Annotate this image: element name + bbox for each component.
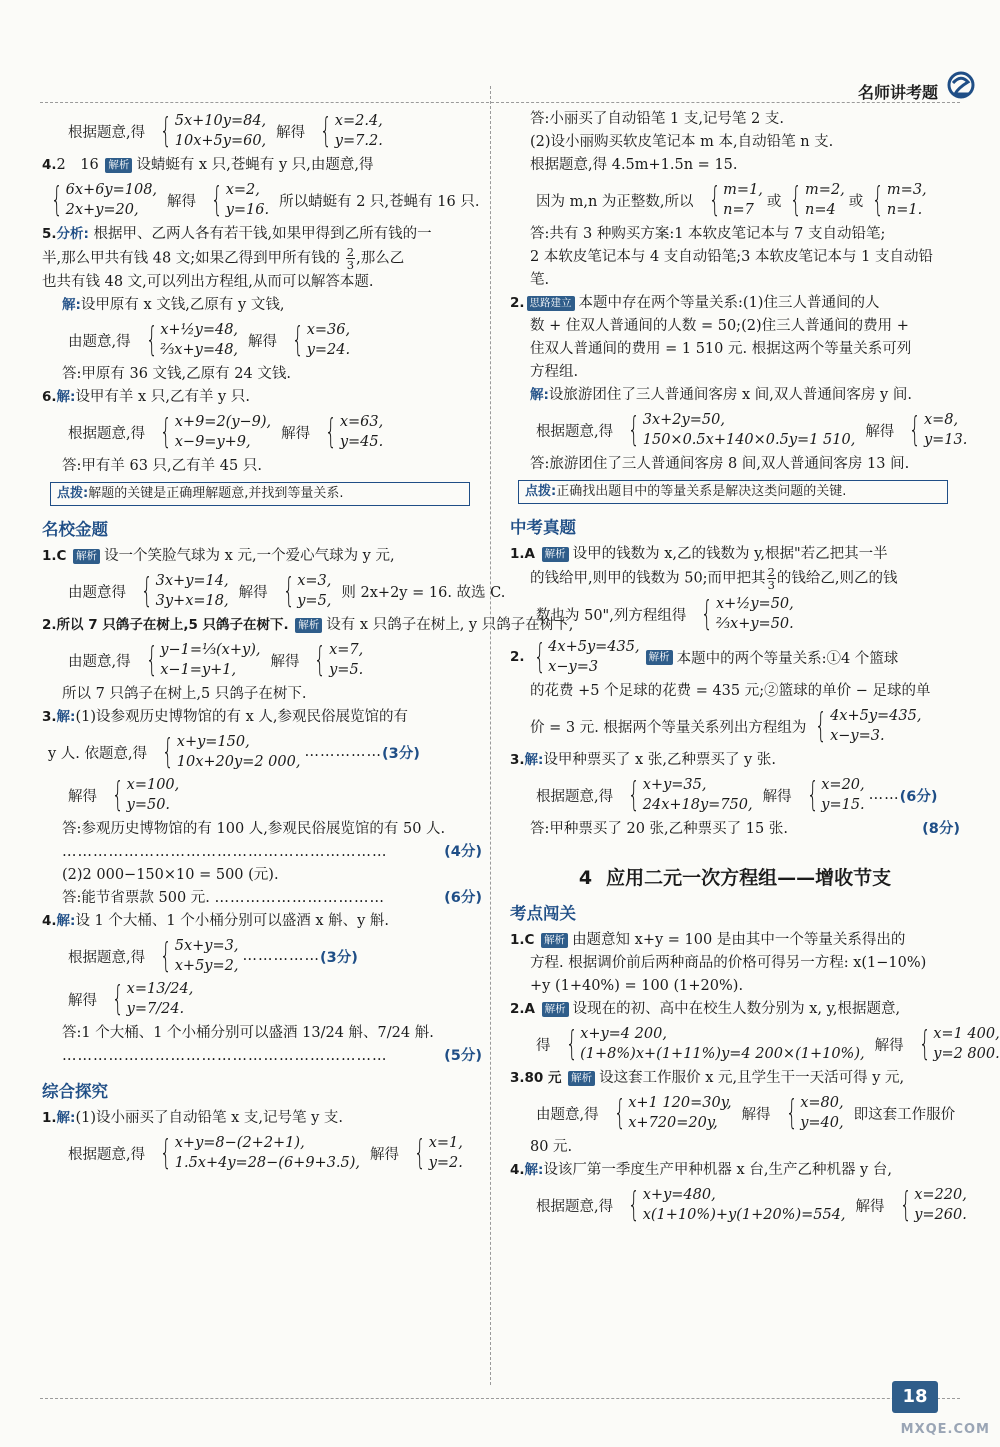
problem-4: 4.2 16 解析 设蜻蜓有 x 只,苍蝇有 y 只,由题意,得 { 6x+6y=108, 2x+y=20, 解得 { x=2, y=16. 所以蜻蜓有 2 只,苍蝇有 16 只. xyxy=(42,154,482,220)
analysis-tag: 解析 xyxy=(295,618,322,633)
problem-z1: 1.解:(1)设小丽买了自动铅笔 x 支,记号笔 y 支. 根据题意,得 { x+y=8−(2+2+1), 1.5x+4y=28−(6+9+3.5), 解得 { x=1, y=2. xyxy=(42,1107,482,1173)
watermark: MXQE.COM xyxy=(900,1422,990,1437)
problem-5: 5.分析: 根据甲、乙两人各有若干钱,如果甲得到乙所有钱的一 半,那么甲共有钱 48 文;如果乙得到甲所有钱的 $\frac{2}{3}$ ,那么乙 也共有钱 48 文,可以列出方程组,从而可以解答本题. 解:设甲原有 x 文钱,乙原有 y 文钱, 由题意,得 { x+½y=48, ⅔x+y=48, 解得 { x=36, y=24. 答:甲原有 36 文钱,乙原有 24 文钱. xyxy=(42,223,482,386)
equation-row: 解得 { x=13/24, y=7/24. xyxy=(68,979,194,1019)
equation-system: { 3x+y=14, 3y+x=18, xyxy=(140,571,229,611)
solution-system: { x=63, y=45. xyxy=(325,412,384,452)
solution-system: { x=8, y=13. xyxy=(909,410,968,450)
solution-system: { x=1 400, y=2 800. xyxy=(918,1024,1000,1064)
equation-system: { 5x+10y=84, 10x+5y=60, xyxy=(159,111,267,151)
equation-system: { 6x+6y=108, 2x+y=20, xyxy=(50,180,158,220)
equation-row: 数也为 50",列方程组得 { x+½y=50, ⅔x+y=50. xyxy=(536,594,794,634)
problem-z2: 2. 思路建立 本题中存在两个等量关系:(1)住三人普通间的人 数 + 住双人普通间的人数 = 50;(2)住三人普通间的费用 + 住双人普通间的费用 = 1 510 元. 根据这两个等量关系可列 方程组. 解:设旅游团住了三人普通间客房 x 间,双人普通间客房 y 间. 根据题意,得 { 3x+2y=50, 150×0.5x+140×0.5y=1 510, 解得 { x=8, y=13. 答:旅游团住了三人普通间客房 8 间,双人普通间客房 13 间. xyxy=(510,295,968,472)
solution-system: { x=3, y=5, xyxy=(282,571,332,611)
equation-row: 根据题意,得 { 5x+y=3, x+5y=2, …………… (3分) xyxy=(68,936,358,976)
analysis-tag: 解析 xyxy=(568,1071,595,1086)
equation-system: { x+y=150, 10x+20y=2 000, xyxy=(162,732,301,772)
equation-row: { 6x+6y=108, 2x+y=20, 解得 { x=2, y=16. 所以蜻蜓有 2 只,苍蝇有 16 只. xyxy=(42,180,482,220)
column-divider xyxy=(490,86,491,1385)
equation-row: y 人. 依题意,得 { x+y=150, 10x+20y=2 000, …………… (3分) xyxy=(48,732,420,772)
equation-system: { 4x+5y=435, x−y=3. xyxy=(815,706,922,746)
problem-c2: 2.A 解析 设现在的初、高中在校生人数分别为 x, y,根据题意, 得 { x+y=4 200, (1+8%)x+(1+11%)y=4 200×(1+10%), 解得 { x=1 400, y=2 800. xyxy=(510,1001,1000,1064)
problem-m3: 3.解:(1)设参观历史博物馆的有 x 人,参观民俗展览馆的有 y 人. 依题意,得 { x+y=150, 10x+20y=2 000, …………… (3分) 解得 { x=100, y=50. 答:参观历史博物馆的有 100 人,参观民俗展览馆的有 50 人. ……………………………………………………… (4分) (2)2 000−150×10 = 500 (元). 答:能节省票款 500 元. …………………………… (6分) xyxy=(42,706,482,910)
bottom-rule xyxy=(40,1398,960,1399)
section-title: 名校金题 xyxy=(42,520,108,539)
analysis-tag: 解析 xyxy=(73,549,100,564)
equation-system: { x+½y=50, ⅔x+y=50. xyxy=(701,594,794,634)
problem-m2: 2.所以 7 只鸽子在树上,5 只鸽子在树下. 解析 设有 x 只鸽子在树上, y 只鸽子在树下, 由题意,得 { y−1=⅓(x+y), x−1=y+1, 解得 { x=7, y=5. 所以 7 只鸽子在树上,5 只鸽子在树下. xyxy=(42,617,574,702)
problem-z1-continued: 答:小丽买了自动铅笔 1 支,记号笔 2 支. (2)设小丽购买软皮笔记本 m 本,自动铅笔 n 支. 根据题意,得 4.5m+1.5n = 15. 因为 m,n 为正整数,所以 { m=1, n=7 或 { m=2, n=4 或 { m=3, n=1. 答:共有 3 种购买方案:1 本软皮笔记本与 7 支自动铅笔; 2 本软皮笔记本与 4 支自动铅笔;3 本软皮笔记本与 1 支自动铅 笔. xyxy=(510,108,960,292)
brand-title: 名师讲考题 xyxy=(857,83,938,102)
equation-system: { x+y=8−(2+2+1), 1.5x+4y=28−(6+9+3.5), xyxy=(159,1133,361,1173)
solution-system: { x=1, y=2. xyxy=(413,1133,463,1173)
equation-row: 因为 m,n 为正整数,所以 { m=1, n=7 或 { m=2, n=4 或 { m=3, n=1. xyxy=(536,180,927,220)
equation-system: { 4x+5y=435, x−y=3 xyxy=(533,637,640,677)
equation-row: 根据题意,得 { x+y=35, 24x+18y=750, 解得 { x=20, y=15. …… (6分) xyxy=(536,775,938,815)
problem-c3: 3.80 元 解析 设这套工作服价 x 元,且学生干一天活可得 y 元, 由题意,得 { x+1 120=30y, x+720=20y, 解得 { x=80, y=40, 即这套工作服价 80 元. xyxy=(510,1067,960,1159)
equation-row: 由题意,得 { x+1 120=30y, x+720=20y, 解得 { x=80, y=40, 即这套工作服价 xyxy=(536,1093,956,1133)
score-label: (6分) xyxy=(444,890,482,906)
problem-c1: 1.C 解析 由题意知 x+y = 100 是由其中一个等量关系得出的 方程. 根据调价前后两种商品的价格可得另一方程: x(1−10%) +y (1+40%) = 100 (1+20%). xyxy=(510,932,927,994)
solution-system: { m=3, n=1. xyxy=(872,180,927,220)
score-label: (3分) xyxy=(319,949,358,966)
problem-k3: 3.解:设甲种票买了 x 张,乙种票买了 y 张. 根据题意,得 { x+y=35, 24x+18y=750, 解得 { x=20, y=15. …… (6分) 答:甲种票买了 20 张,乙种票买了 15 张. (8分) xyxy=(510,749,960,841)
tip-box: 点拨:解题的关键是正确理解题意,并找到等量关系. xyxy=(50,482,470,506)
solution-system: { x=20, y=15. xyxy=(806,775,865,815)
problem-m4: 4.解:设 1 个大桶、1 个小桶分别可以盛酒 x 斛、y 斛. 根据题意,得 { 5x+y=3, x+5y=2, …………… (3分) 解得 { x=13/24, y=7/24. 答:1 个大桶、1 个小桶分别可以盛酒 13/24 斛、7/24 斛. ……………………………………………………… (5分) xyxy=(42,910,482,1068)
equation-system: { x+½y=48, ⅔x+y=48, xyxy=(145,320,239,360)
approach-tag: 思路建立 xyxy=(527,296,575,311)
equation-system: { x+y=35, 24x+18y=750, xyxy=(627,775,753,815)
problem-k2: 2. { 4x+5y=435, x−y=3 解析 本题中的两个等量关系:①4 个篮球 的花费 +5 个足球的花费 = 435 元;②篮球的单价 − 足球的单 价 = 3 元. 根据两个等量关系列出方程组为 { 4x+5y=435, x−y=3. xyxy=(510,637,960,746)
equation-system: { 3x+2y=50, 150×0.5x+140×0.5y=1 510, xyxy=(627,410,856,450)
page-number: 18 xyxy=(892,1381,938,1413)
analysis-tag: 解析 xyxy=(542,1002,569,1017)
fraction: $\frac{2}{3}$ xyxy=(346,245,355,272)
equation-system: { x+y=480, x(1+10%)+y(1+20%)=554, xyxy=(627,1185,846,1225)
equation-system: { 5x+y=3, x+5y=2, xyxy=(159,936,239,976)
equation-system: { x+9=2(y−9), x−9=y+9, xyxy=(159,412,272,452)
equation-row: 根据题意,得 { 3x+2y=50, 150×0.5x+140×0.5y=1 510, 解得 { x=8, y=13. xyxy=(536,410,968,450)
equation-row: 根据题意,得 { x+9=2(y−9), x−9=y+9, 解得 { x=63, y=45. xyxy=(68,412,384,452)
solution-system: { x=36, y=24. xyxy=(291,320,351,360)
section-title: 考点闯关 xyxy=(510,904,576,923)
solution-system: { x=100, y=50. xyxy=(111,775,180,815)
top-rule xyxy=(40,102,960,103)
equation-row: 根据题意,得 { 5x+10y=84, 10x+5y=60, 解得 { x=2.4, y=7.2. xyxy=(68,111,383,151)
section-title: 中考真题 xyxy=(510,518,576,537)
equation-row: 由题意得 { 3x+y=14, 3y+x=18, 解得 { x=3, y=5, 则 2x+2y = 16. 故选 C. xyxy=(68,571,506,611)
equation-system: { y−1=⅓(x+y), x−1=y+1, xyxy=(145,640,261,680)
equation-row: 得 { x+y=4 200, (1+8%)x+(1+11%)y=4 200×(1+10%), 解得 { x=1 400, y=2 800. xyxy=(536,1024,1000,1064)
equation-row: 根据题意,得 { x+y=8−(2+2+1), 1.5x+4y=28−(6+9+3.5), 解得 { x=1, y=2. xyxy=(68,1133,463,1173)
problem-m1: 1.C 解析 设一个笑脸气球为 x 元,一个爱心气球为 y 元, 由题意得 { 3x+y=14, 3y+x=18, 解得 { x=3, y=5, 则 2x+2y = 16. 故选 C. xyxy=(42,548,506,611)
score-label: (5分) xyxy=(444,1048,482,1064)
equation-row: 由题意,得 { x+½y=48, ⅔x+y=48, 解得 { x=36, y=24. xyxy=(68,320,351,360)
tip-box: 点拨:正确找出题目中的等量关系是解决这类问题的关键. xyxy=(518,480,948,504)
equation-row: 2. { 4x+5y=435, x−y=3 解析 本题中的两个等量关系:①4 个篮球 xyxy=(510,637,899,677)
problem-c4: 4.解:设该厂第一季度生产甲种机器 x 台,生产乙种机器 y 台, 根据题意,得 { x+y=480, x(1+10%)+y(1+20%)=554, 解得 { x=220, y=260. xyxy=(510,1162,967,1225)
right-column xyxy=(510,108,1000,1385)
score-label: (8分) xyxy=(922,821,960,837)
problem-k1: 1.A 解析 设甲的钱数为 x,乙的钱数为 y,根据"若乙把其一半 的钱给甲,则甲的钱数为 50;而甲把其 $\frac{2}{3}$ 的钱给乙,则乙的钱 数也为 50",列方程组得 { x+½y=50, ⅔x+y=50. xyxy=(510,543,960,634)
score-label: (6分) xyxy=(899,788,938,805)
solution-system: { m=1, n=7 xyxy=(708,180,763,220)
solution-system: { x=7, y=5. xyxy=(314,640,364,680)
problem-6: 6.解:设甲有羊 x 只,乙有羊 y 只. 根据题意,得 { x+9=2(y−9), x−9=y+9, 解得 { x=63, y=45. 答:甲有羊 63 只,乙有羊 45 只. xyxy=(42,386,482,478)
equation-row: 价 = 3 元. 根据两个等量关系列出方程组为 { 4x+5y=435, x−y=3. xyxy=(530,706,922,746)
analysis-tag: 解析 xyxy=(542,547,569,562)
section-title: 综合探究 xyxy=(42,1082,108,1101)
solution-system: { x=80, y=40, xyxy=(785,1093,844,1133)
equation-system: { x+y=4 200, (1+8%)x+(1+11%)y=4 200×(1+10%), xyxy=(565,1024,865,1064)
analysis-tag: 解析 xyxy=(541,933,568,948)
solution-system: { x=220, y=260. xyxy=(899,1185,967,1225)
analysis-tag: 解析 xyxy=(646,650,673,665)
fraction: $\frac{2}{3}$ xyxy=(767,565,775,592)
score-label: (3分) xyxy=(381,745,420,762)
equation-row: 根据题意,得 { x+y=480, x(1+10%)+y(1+20%)=554, 解得 { x=220, y=260. xyxy=(536,1185,967,1225)
solution-system: { x=13/24, y=7/24. xyxy=(111,979,194,1019)
equation-system: { x+1 120=30y, x+720=20y, xyxy=(613,1093,732,1133)
equation-row: 解得 { x=100, y=50. xyxy=(68,775,180,815)
brand-logo-icon xyxy=(944,70,978,100)
equation-row: 由题意,得 { y−1=⅓(x+y), x−1=y+1, 解得 { x=7, y=5. xyxy=(68,640,364,680)
score-label: (4分) xyxy=(444,844,482,860)
solution-system: { x=2.4, y=7.2. xyxy=(320,111,383,151)
solution-system: { m=2, n=4 xyxy=(790,180,845,220)
solution-system: { x=2, y=16. xyxy=(210,180,270,220)
chapter-title: 4 应用二元一次方程组——增收节支 xyxy=(578,867,892,889)
analysis-tag: 解析 xyxy=(105,158,132,173)
